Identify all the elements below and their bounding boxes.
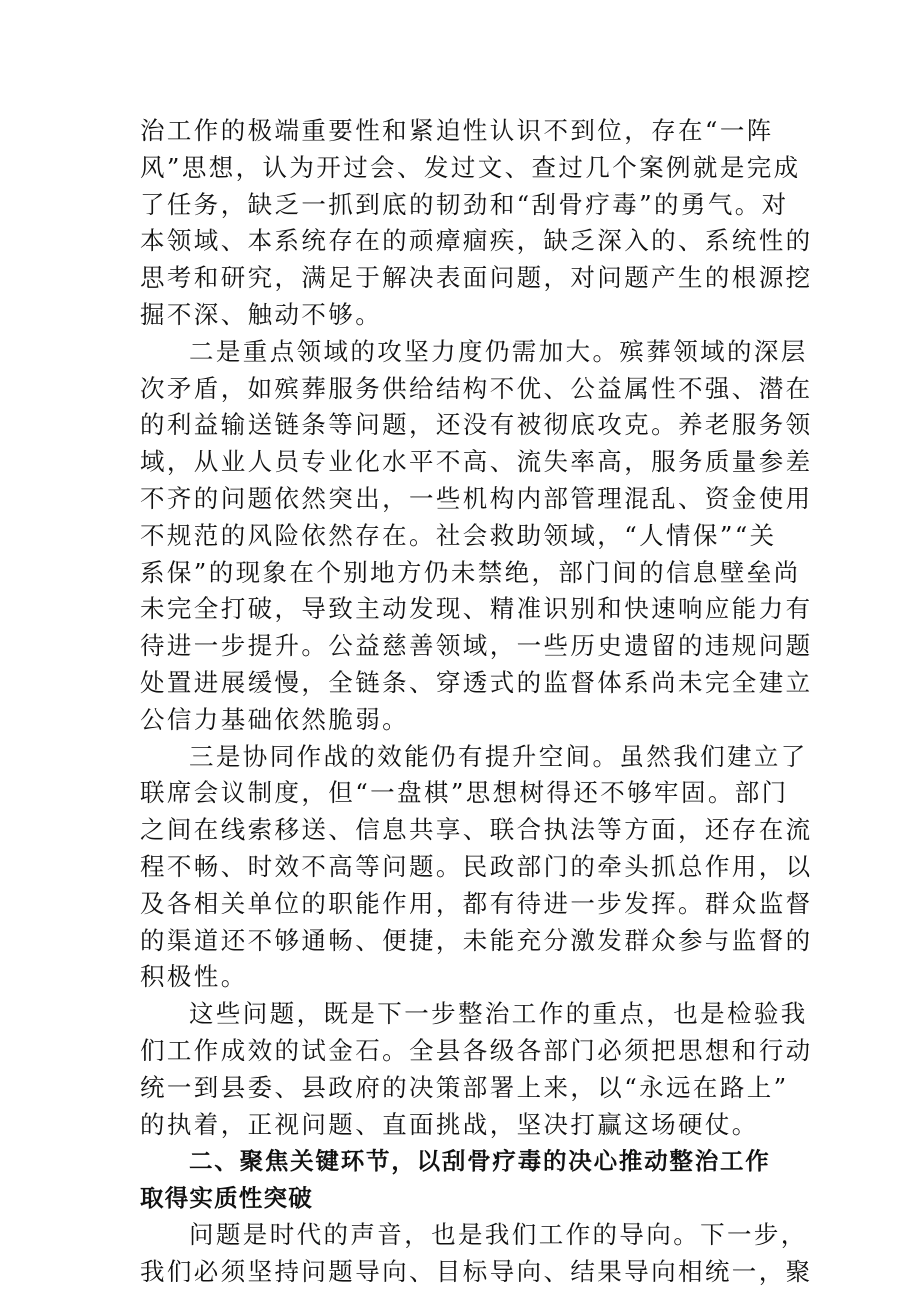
paragraph-3 (140, 739, 813, 997)
text-line: 本领域、本系统存在的顽瘴痼疾，缺乏深入的、系统性的 (140, 226, 813, 256)
paragraph-1 (140, 113, 813, 334)
text-line: 不规范的风险依然存在。社会救助领域，“人情保”“关 (140, 520, 777, 550)
text-line: 处置进展缓慢，全链条、穿透式的监督体系尚未完全建立 (140, 667, 813, 697)
text-line: 程不畅、时效不高等问题。民政部门的牵头抓总作用，以 (140, 851, 813, 881)
text-line: 不齐的问题依然突出，一些机构内部管理混乱、资金使用 (140, 483, 813, 513)
text-line: 域，从业人员专业化水平不高、流失率高，服务质量参差 (140, 447, 813, 477)
text-line: 及各相关单位的职能作用，都有待进一步发挥。群众监督 (140, 888, 813, 918)
heading-line: 二、聚焦关键环节，以刮骨疗毒的决心推动整治工作 (189, 1147, 770, 1176)
text-line: 我们必须坚持问题导向、目标导向、结果导向相统一，聚 (140, 1256, 813, 1286)
text-line: 问题是时代的声音，也是我们工作的导向。下一步， (189, 1219, 808, 1249)
text-line: 公信力基础依然脆弱。 (140, 704, 409, 734)
text-line: 思考和研究，满足于解决表面问题，对问题产生的根源挖 (140, 263, 813, 293)
text-line: 的执着，正视问题、直面挑战，坚决打赢这场硬仗。 (140, 1109, 759, 1139)
text-line: 这些问题，既是下一步整治工作的重点，也是检验我 (189, 999, 808, 1029)
section-heading (140, 1143, 770, 1217)
text-line: 待进一步提升。公益慈善领域，一些历史遗留的违规问题 (140, 631, 813, 661)
text-line: 次矛盾，如殡葬服务供给结构不优、公益属性不强、潜在 (140, 373, 813, 403)
text-line: 们工作成效的试金石。全县各级各部门必须把思想和行动 (140, 1035, 813, 1065)
text-line: 的渠道还不够通畅、便捷，未能充分激发群众参与监督的 (140, 925, 813, 955)
heading-line: 取得实质性突破 (140, 1184, 313, 1213)
text-line: 治工作的极端重要性和紧迫性认识不到位，存在“一阵 (140, 116, 774, 145)
text-line: 风”思想，认为开过会、发过文、查过几个案例就是完成 (140, 152, 801, 182)
text-line: 了任务，缺乏一抓到底的韧劲和“刮骨疗毒”的勇气。对 (140, 189, 789, 219)
text-line: 三是协同作战的效能仍有提升空间。虽然我们建立了 (189, 741, 808, 771)
text-line: 统一到县委、县政府的决策部署上来，以“永远在路上” (140, 1072, 789, 1102)
text-line: 联席会议制度，但“一盘棋”思想树得还不够牢固。部门 (140, 778, 789, 808)
text-line: 二是重点领域的攻坚力度仍需加大。殡葬领域的深层 (189, 336, 808, 366)
text-line: 系保”的现象在个别地方仍未禁绝，部门间的信息壁垒尚 (140, 557, 801, 587)
text-line: 掘不深、触动不够。 (140, 299, 383, 329)
text-line: 积极性。 (140, 962, 248, 992)
paragraph-4 (140, 996, 813, 1143)
paragraph-2 (140, 334, 813, 739)
text-line: 的利益输送链条等问题，还没有被彻底攻克。养老服务领 (140, 410, 813, 440)
document-body (140, 113, 813, 1291)
paragraph-5 (140, 1217, 813, 1291)
text-line: 未完全打破，导致主动发现、精准识别和快速响应能力有 (140, 594, 813, 624)
text-line: 之间在线索移送、信息共享、联合执法等方面，还存在流 (140, 815, 813, 845)
